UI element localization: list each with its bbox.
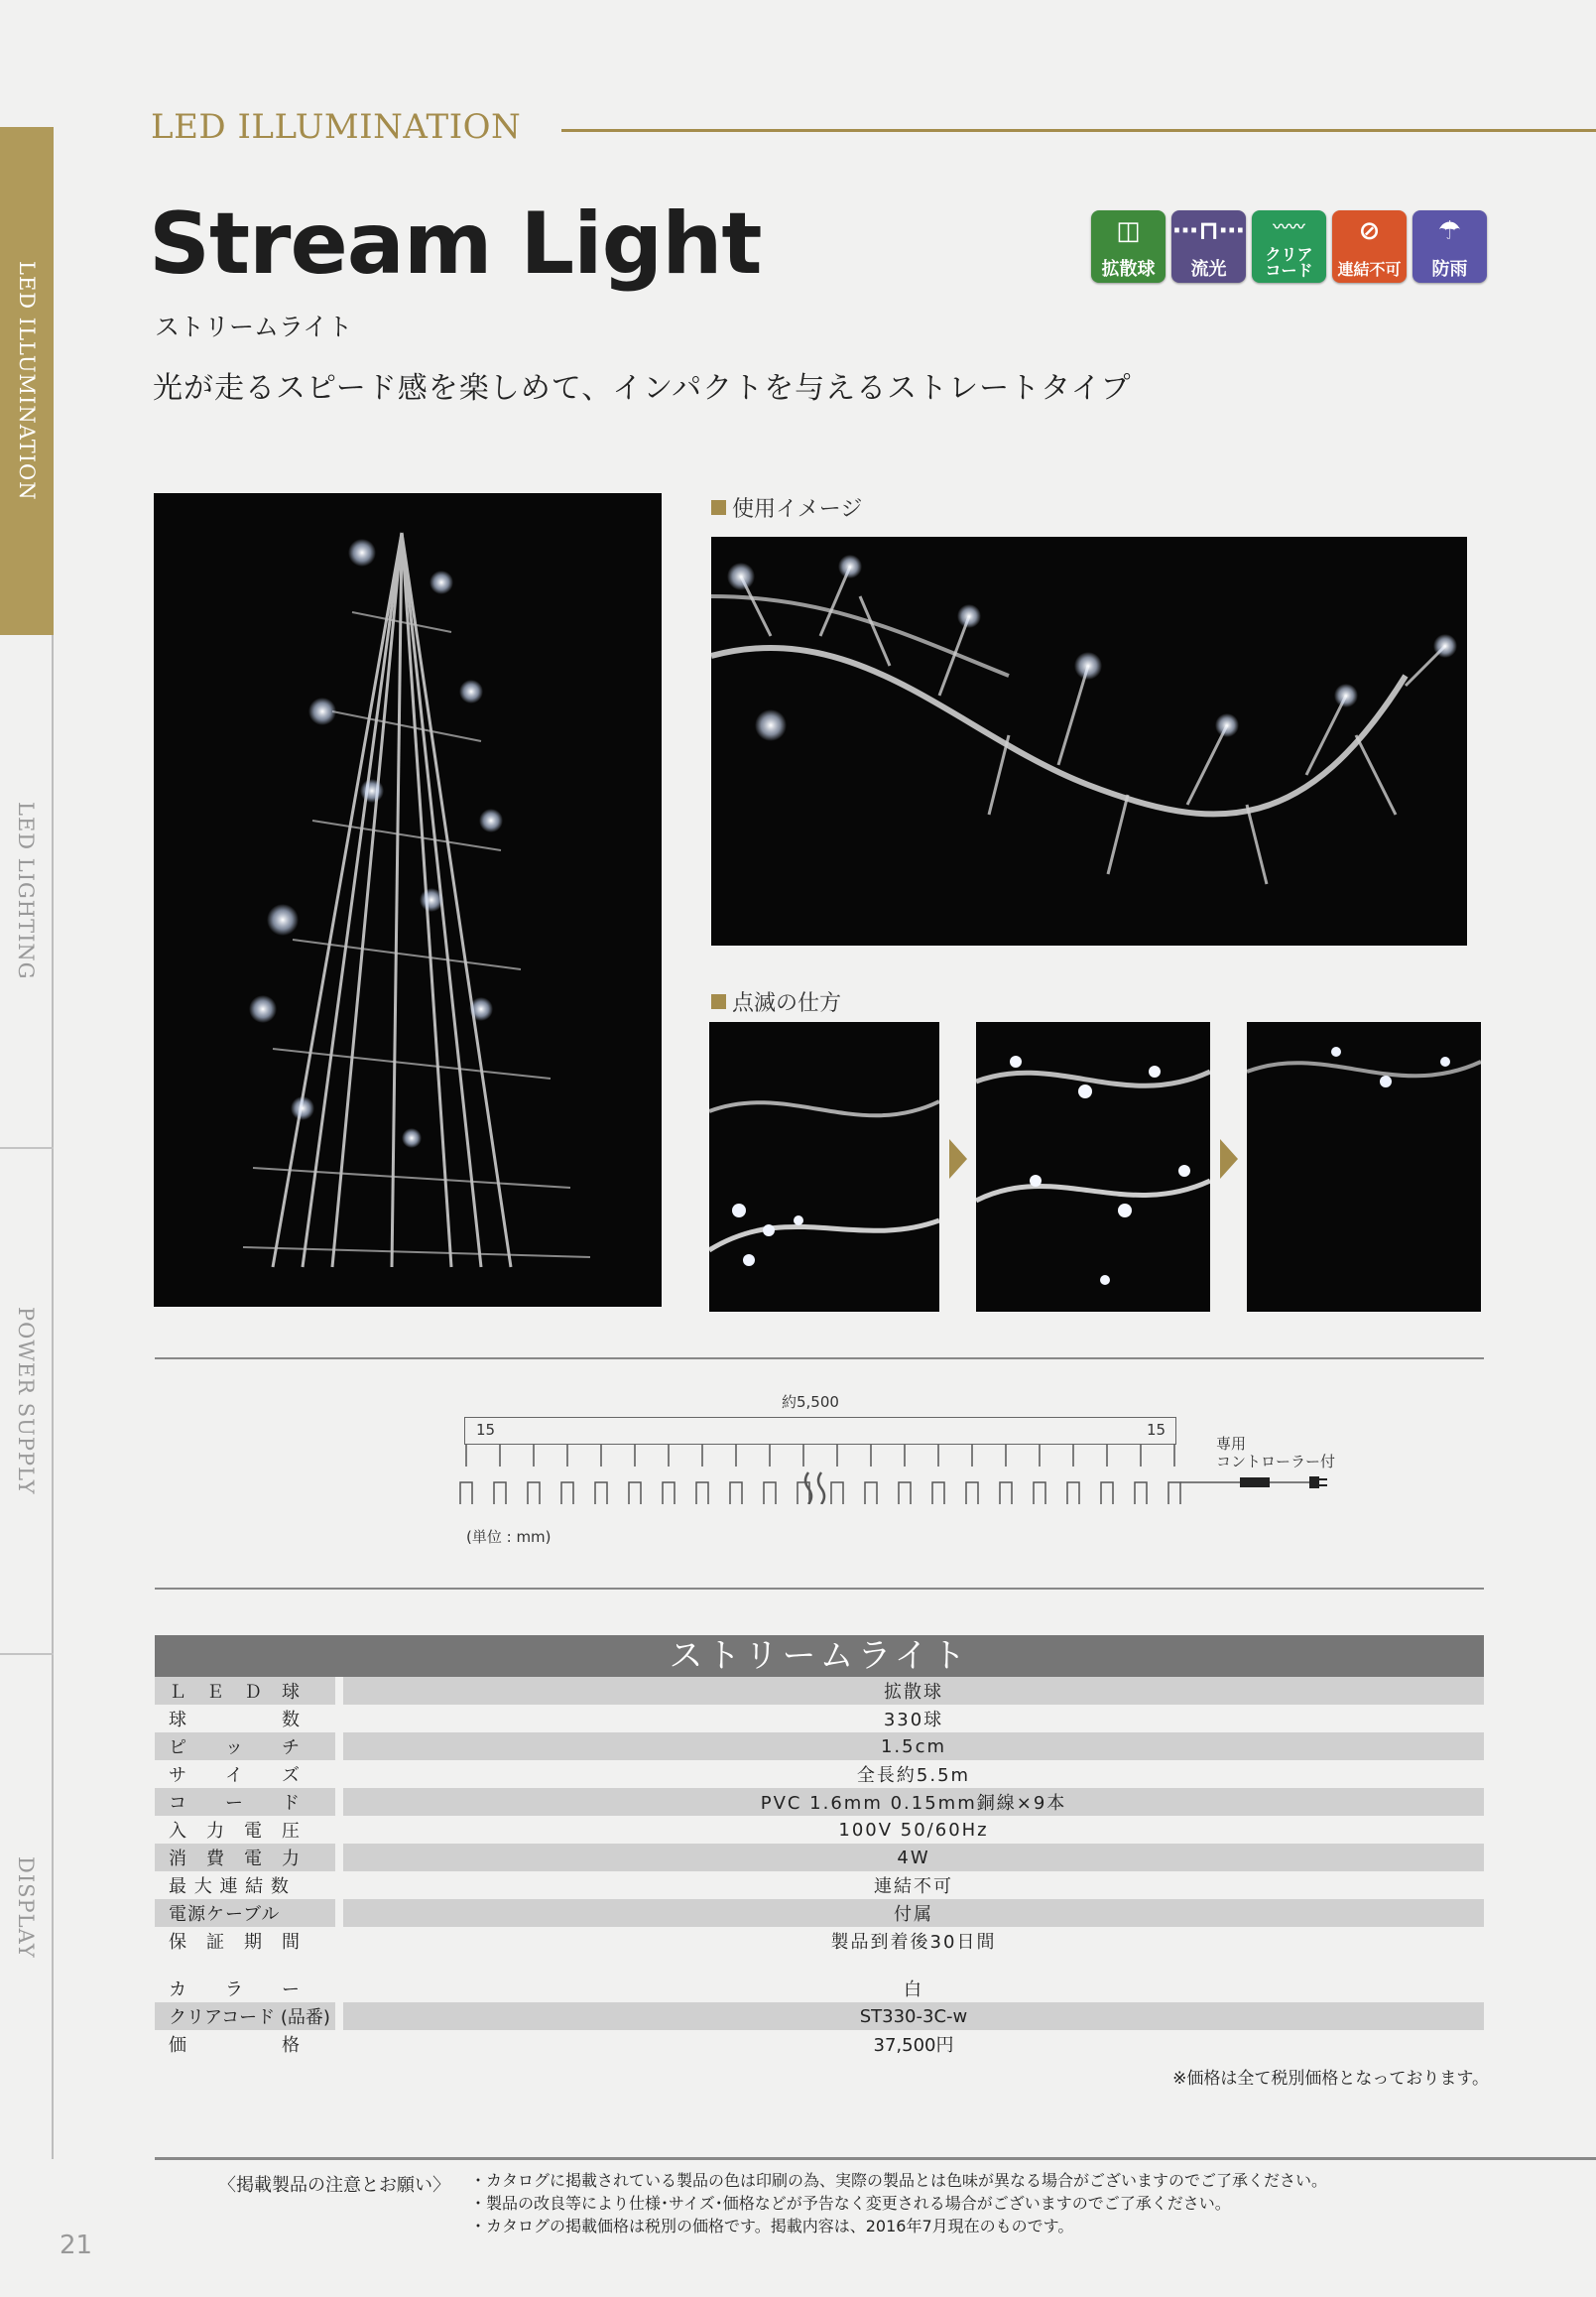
product-title: Stream Light <box>149 194 762 294</box>
header-rule <box>561 129 1596 132</box>
umbrella-icon: ☂ 防雨 <box>1412 210 1487 283</box>
next-step-arrow <box>949 1139 967 1179</box>
footer-label: 〈掲載製品の注意とお願い〉 <box>218 2175 450 2196</box>
product-tagline: 光が走るスピード感を楽しめて、インパクトを与えるストレートタイプ <box>153 371 1132 406</box>
table-row: 最 大 連 結 数 連結不可 <box>169 1876 953 1897</box>
strand-diagram <box>456 1445 1329 1504</box>
controller-box <box>1240 1477 1270 1487</box>
table-row: クリアコード (品番) ST330-3C-w <box>155 2002 1484 2030</box>
footer-note: ・カタログに掲載されている製品の色は印刷の為、実際の製品とは色味が異なる場合がございますのでご了承ください。 <box>470 2171 1328 2190</box>
table-row: コ ー ド PVC 1.6mm 0.15mm銅線×9本 <box>155 1788 1484 1816</box>
left-pitch: 15 <box>476 1421 496 1439</box>
blink-step-3-photo <box>1247 1022 1481 1312</box>
side-tab-label: POWER SUPPLY <box>14 1307 38 1495</box>
side-tab-led-illumination[interactable] <box>0 127 54 635</box>
blink-step-2-photo <box>976 1022 1210 1312</box>
footer-notes <box>470 2169 1327 2237</box>
table-row: カ ラ ー 白 <box>169 1979 923 2000</box>
total-length: 約5,500 <box>782 1393 839 1411</box>
diffuse-bulb-icon: ◫ 拡散球 <box>1091 210 1166 283</box>
spec-table <box>155 1677 1484 2058</box>
side-tab-label: LED ILLUMINATION <box>15 261 39 501</box>
footer-rule <box>155 2157 1596 2160</box>
controller-note-2: コントローラー付 <box>1216 1453 1336 1470</box>
table-row: 入 力 電 圧 100V 50/60Hz <box>169 1819 989 1842</box>
table-row: 球 数 330球 <box>169 1710 944 1730</box>
strand-illustration <box>711 537 1467 946</box>
diagram-top-rule <box>155 1357 1484 1359</box>
plug-icon <box>1309 1476 1319 1488</box>
tax-note: ※価格は全て税別価格となっております。 <box>1172 2069 1489 2089</box>
side-tab-power-supply[interactable] <box>0 1149 54 1653</box>
side-tab-display[interactable] <box>0 1655 54 2159</box>
controller-note-1: 専用 <box>1216 1435 1247 1453</box>
side-tab-label: LED LIGHTING <box>14 802 38 980</box>
spec-table-title: ストリームライト <box>155 1635 1484 1677</box>
clear-cord-icon: 〰〰 クリア コード <box>1252 210 1326 283</box>
side-tab-led-lighting[interactable] <box>0 635 54 1147</box>
usage-image-label: 使用イメージ <box>711 492 862 523</box>
feature-icons <box>1091 210 1487 283</box>
flowing-light-icon: ⋯⊓⋯ 流光 <box>1171 210 1246 283</box>
product-photo <box>154 493 662 1307</box>
footer-note: ・カタログの掲載価格は税別の価格です。掲載内容は、2016年7月現在のものです。 <box>470 2217 1074 2235</box>
table-row: 電源ケーブル 付属 <box>155 1899 1484 1927</box>
footer-note: ・製品の改良等により仕様･サイズ･価格などが予告なく変更される場合がございますのでご了承ください。 <box>470 2194 1231 2213</box>
unit-note: (単位 : mm) <box>466 1528 552 1546</box>
table-row: 消 費 電 力 4W <box>155 1844 1484 1871</box>
table-row: 保 証 期 間 製品到着後30日間 <box>169 1932 997 1953</box>
table-row: サ イ ズ 全長約5.5m <box>169 1765 971 1786</box>
usage-photo <box>711 537 1467 946</box>
no-connect-icon: ⊘ 連結不可 <box>1332 210 1407 283</box>
page-number: 21 <box>60 2231 93 2260</box>
next-step-arrow <box>1220 1139 1238 1179</box>
blink-pattern-label: 点滅の仕方 <box>711 986 841 1017</box>
side-tab-label: DISPLAY <box>14 1855 38 1959</box>
product-kana: ストリームライト <box>155 313 353 341</box>
table-row: ピ ッ チ 1.5cm <box>155 1732 1484 1760</box>
dimension-box <box>464 1417 1176 1445</box>
cone-light-illustration <box>154 493 662 1307</box>
table-row: 価 格 37,500円 <box>169 2035 954 2056</box>
section-title: LED ILLUMINATION <box>151 107 522 147</box>
right-pitch: 15 <box>1147 1421 1166 1439</box>
blink-step-1-photo <box>709 1022 939 1312</box>
diagram-bottom-rule <box>155 1588 1484 1590</box>
table-row: Ｌ Ｅ Ｄ 球 拡散球 <box>155 1677 1484 1705</box>
